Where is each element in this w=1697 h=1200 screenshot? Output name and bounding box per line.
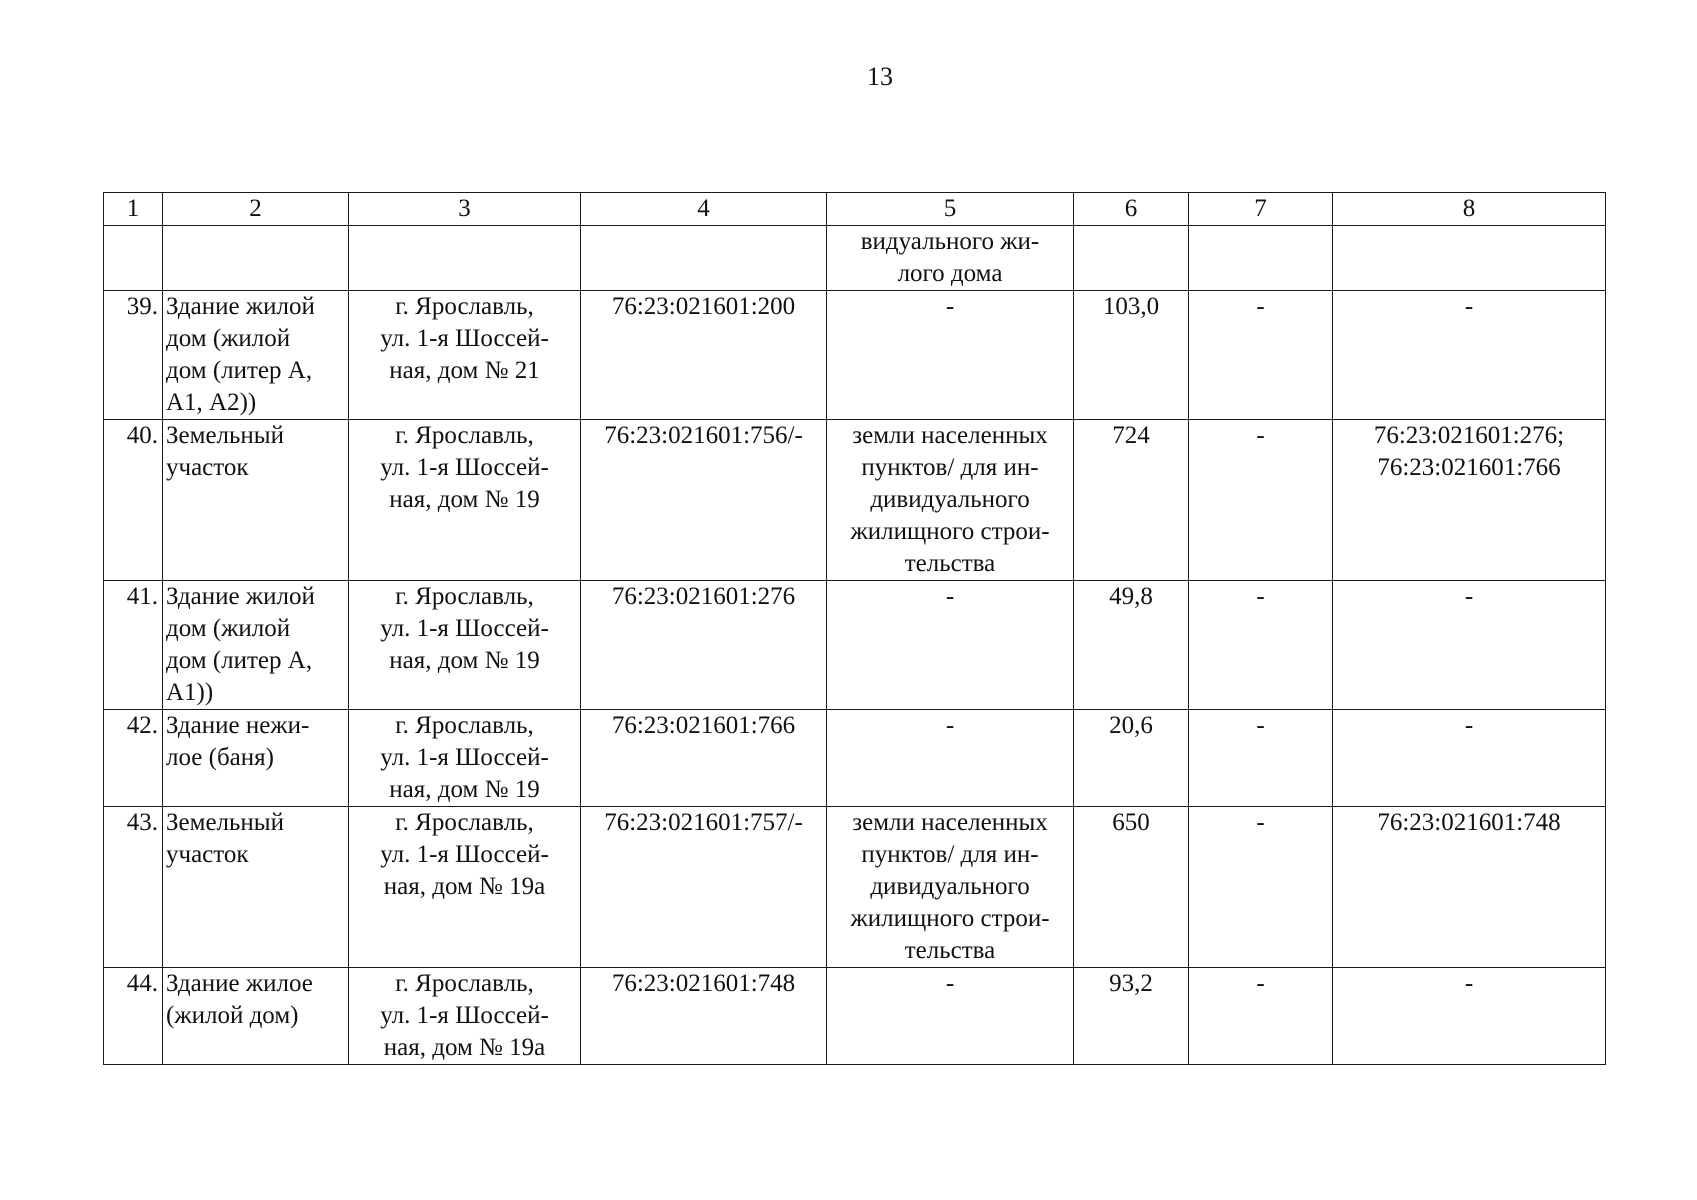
cell-address — [349, 581, 581, 710]
cell-text-line: ная, дом № 19 — [389, 647, 540, 674]
cell-related-objects — [1333, 291, 1606, 420]
cell-text-line: Здание жилой — [166, 293, 315, 320]
column-header-7: 7 — [1189, 193, 1333, 226]
cell-cadastral-number — [581, 807, 827, 968]
cell-number: 44. — [104, 968, 163, 1065]
cell-area: 20,6 — [1074, 710, 1189, 807]
cell-cadastral-number — [581, 968, 827, 1065]
cell-text-line: жилищного строи- — [850, 905, 1050, 932]
cell-text-line: ная, дом № 19а — [383, 1034, 546, 1061]
cell-text-line: лого дома — [897, 260, 1003, 287]
cell-text-line: ул. 1-я Шоссей- — [380, 454, 549, 481]
cell-text-line: А1)) — [166, 679, 214, 706]
cell-text-line: Земельный — [166, 809, 284, 836]
cell-text-line: 76:23:021601:756/- — [604, 422, 803, 449]
cell-land-category — [827, 807, 1074, 968]
cell-text-line: - — [1464, 970, 1474, 997]
cell-object-name — [163, 420, 349, 581]
cell-text-line: 76:23:021601:276; — [1373, 422, 1565, 449]
cell-related-objects — [1333, 420, 1606, 581]
cell-cadastral-number — [581, 420, 827, 581]
cell-number: 43. — [104, 807, 163, 968]
cell-text-line: 76:23:021601:766 — [611, 712, 796, 739]
cell-column-7: - — [1189, 968, 1333, 1065]
cell-text-line: г. Ярославль, — [395, 712, 534, 739]
table-row — [104, 420, 1606, 581]
cell-text-line: ная, дом № 19а — [383, 873, 546, 900]
cell-text-line: г. Ярославль, — [395, 809, 534, 836]
cell-related-objects — [1333, 968, 1606, 1065]
cell-text-line: Здание нежи- — [166, 712, 310, 739]
column-header-5: 5 — [827, 193, 1074, 226]
table-row — [104, 226, 1606, 291]
cell-column-7 — [1189, 226, 1333, 291]
cell-land-category — [827, 968, 1074, 1065]
cell-text-line: земли населенных — [852, 422, 1048, 449]
cell-text-line: ул. 1-я Шоссей- — [380, 325, 549, 352]
cell-text-line: ная, дом № 19 — [389, 776, 540, 803]
cell-text-line: Здание жилое — [166, 970, 313, 997]
table-body — [104, 226, 1606, 1065]
cell-cadastral-number — [581, 581, 827, 710]
cell-text-line: г. Ярославль, — [395, 422, 534, 449]
cell-text-line: лое (баня) — [166, 744, 274, 771]
cell-address — [349, 291, 581, 420]
cell-land-category — [827, 710, 1074, 807]
cell-text-line: 76:23:021601:276 — [611, 583, 796, 610]
cell-text-line: земли населенных — [852, 809, 1048, 836]
table-row — [104, 807, 1606, 968]
cell-column-7: - — [1189, 420, 1333, 581]
cell-number: 40. — [104, 420, 163, 581]
cell-text-line: видуального жи- — [860, 228, 1040, 255]
cell-land-category — [827, 581, 1074, 710]
cell-text-line: Земельный — [166, 422, 284, 449]
cell-object-name — [163, 581, 349, 710]
cell-text-line: - — [1464, 583, 1474, 610]
cell-area: 650 — [1074, 807, 1189, 968]
column-header-4: 4 — [581, 193, 827, 226]
cell-address — [349, 710, 581, 807]
cell-area — [1074, 226, 1189, 291]
property-table — [103, 192, 1606, 1065]
cell-address — [349, 226, 581, 291]
page-number: 13 — [867, 62, 893, 91]
cell-text-line: участок — [166, 454, 249, 481]
cell-text-line: пунктов/ для ин- — [861, 841, 1039, 868]
cell-text-line: - — [945, 970, 955, 997]
cell-cadastral-number — [581, 710, 827, 807]
table-row — [104, 291, 1606, 420]
cell-object-name — [163, 226, 349, 291]
cell-column-7: - — [1189, 291, 1333, 420]
table-row — [104, 581, 1606, 710]
cell-number — [104, 226, 163, 291]
table-row — [104, 968, 1606, 1065]
cell-related-objects — [1333, 226, 1606, 291]
cell-text-line: - — [1464, 293, 1474, 320]
cell-text-line: - — [1464, 712, 1474, 739]
cell-related-objects — [1333, 807, 1606, 968]
cell-land-category — [827, 291, 1074, 420]
cell-text-line: дом (литер А, — [166, 647, 313, 674]
cell-cadastral-number — [581, 226, 827, 291]
cell-related-objects — [1333, 710, 1606, 807]
cell-address — [349, 807, 581, 968]
column-header-1: 1 — [104, 193, 163, 226]
table-row — [104, 710, 1606, 807]
cell-text-line: ул. 1-я Шоссей- — [380, 841, 549, 868]
cell-text-line: дом (жилой — [166, 615, 291, 642]
cell-text-line: тельства — [904, 937, 996, 964]
cell-text-line: дивидуального — [870, 486, 1030, 513]
cell-column-7: - — [1189, 581, 1333, 710]
cell-text-line: ул. 1-я Шоссей- — [380, 744, 549, 771]
cell-text-line: ная, дом № 19 — [389, 486, 540, 513]
cell-text-line: дивидуального — [870, 873, 1030, 900]
cell-number: 39. — [104, 291, 163, 420]
column-header-3: 3 — [349, 193, 581, 226]
cell-object-name — [163, 807, 349, 968]
column-header-6: 6 — [1074, 193, 1189, 226]
cell-object-name — [163, 710, 349, 807]
cell-area: 49,8 — [1074, 581, 1189, 710]
cell-number: 41. — [104, 581, 163, 710]
cell-text-line: - — [945, 712, 955, 739]
cell-text-line: дом (жилой — [166, 325, 291, 352]
cell-cadastral-number — [581, 291, 827, 420]
column-header-2: 2 — [163, 193, 349, 226]
cell-text-line: участок — [166, 841, 249, 868]
cell-area: 724 — [1074, 420, 1189, 581]
table-header-row — [104, 193, 1606, 226]
cell-area: 103,0 — [1074, 291, 1189, 420]
cell-text-line: - — [945, 583, 955, 610]
cell-address — [349, 968, 581, 1065]
cell-text-line: ул. 1-я Шоссей- — [380, 615, 549, 642]
cell-text-line: 76:23:021601:748 — [1377, 809, 1561, 836]
cell-text-line: пунктов/ для ин- — [861, 454, 1039, 481]
cell-text-line: дом (литер А, — [166, 357, 313, 384]
cell-text-line: 76:23:021601:766 — [1377, 454, 1561, 481]
cell-text-line: - — [945, 293, 955, 320]
cell-number: 42. — [104, 710, 163, 807]
cell-text-line: А1, А2)) — [166, 389, 257, 416]
cell-text-line: г. Ярославль, — [395, 970, 534, 997]
cell-text-line: г. Ярославль, — [395, 293, 534, 320]
cell-text-line: (жилой дом) — [166, 1002, 299, 1029]
cell-text-line: ул. 1-я Шоссей- — [380, 1002, 549, 1029]
cell-area: 93,2 — [1074, 968, 1189, 1065]
cell-text-line: Здание жилой — [166, 583, 315, 610]
cell-column-7: - — [1189, 807, 1333, 968]
cell-text-line: 76:23:021601:200 — [611, 293, 796, 320]
column-header-8: 8 — [1333, 193, 1606, 226]
cell-object-name — [163, 968, 349, 1065]
cell-address — [349, 420, 581, 581]
cell-column-7: - — [1189, 710, 1333, 807]
cell-land-category — [827, 420, 1074, 581]
cell-text-line: ная, дом № 21 — [389, 357, 540, 384]
cell-related-objects — [1333, 581, 1606, 710]
cell-land-category — [827, 226, 1074, 291]
cell-text-line: г. Ярославль, — [395, 583, 534, 610]
cell-object-name — [163, 291, 349, 420]
cell-text-line: 76:23:021601:757/- — [604, 809, 803, 836]
cell-text-line: 76:23:021601:748 — [611, 970, 796, 997]
cell-text-line: жилищного строи- — [850, 518, 1050, 545]
cell-text-line: тельства — [904, 550, 996, 577]
